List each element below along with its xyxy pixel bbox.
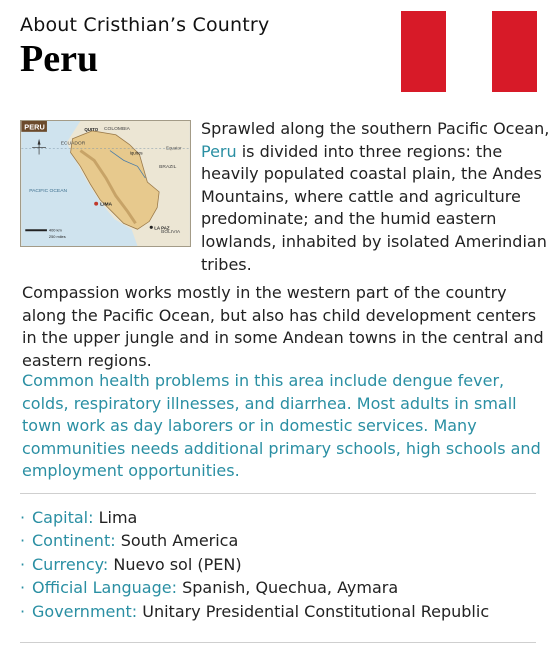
map-label-pacific: PACIFIC OCEAN xyxy=(29,188,68,194)
fact-government xyxy=(20,600,540,623)
country-map xyxy=(20,120,191,247)
fact-capital xyxy=(20,506,540,529)
fact-value: Spanish, Quechua, Aymara xyxy=(177,578,399,598)
page-header xyxy=(20,14,380,80)
fact-language xyxy=(20,576,540,599)
country-link[interactable]: Peru xyxy=(201,141,237,161)
map-label-colombia: COLOMBIA xyxy=(104,126,130,132)
fact-continent xyxy=(20,529,540,552)
map-title: PERU xyxy=(24,122,45,132)
fact-value: Unitary Presidential Constitutional Republic xyxy=(137,601,490,621)
divider-top xyxy=(20,493,536,494)
health-paragraph: Common health problems in this area include dengue fever, colds, respiratory illnesses, and diarrhea. Most adults in small town work as day laborers or in domestic services. Many communities needs additional primary schools, high schools and employment opportunities. xyxy=(22,371,541,481)
fact-value: Nuevo sol (PEN) xyxy=(108,554,242,574)
bullet: · xyxy=(20,601,26,621)
fact-value: South America xyxy=(115,531,239,551)
map-lapaz-marker xyxy=(150,226,153,229)
map-label-brazil: BRAZIL xyxy=(159,165,177,171)
bullet: · xyxy=(20,508,26,527)
compassion-paragraph: Compassion works mostly in the western part of the country along the Pacific Ocean, but also has child development centers in the upper jungle and in some Andean towns in the central and eastern regions. xyxy=(22,283,544,370)
map-label-quito: QUITO xyxy=(84,126,99,132)
map-capital-marker xyxy=(94,202,98,206)
map-label-equator: Equator xyxy=(166,145,182,151)
fact-label: Continent: xyxy=(32,531,116,551)
fact-label: Capital: xyxy=(32,508,94,527)
section-kicker: About Cristhian’s Country xyxy=(20,14,270,36)
fact-label: Currency: xyxy=(32,554,109,574)
bullet: · xyxy=(20,554,26,574)
flag-red-band-right xyxy=(492,11,537,92)
map-label-iquitos: Iquitos xyxy=(129,150,143,156)
map-label-lima: LIMA xyxy=(100,202,113,208)
fact-currency xyxy=(20,553,540,576)
map-graphic xyxy=(21,121,190,246)
intro-rest: is divided into three regions: the heavily populated coastal plain, the Andes Mountains, where cattle and agriculture predominate; and the humid eastern lowlands, inhabited by isolated Amerindian tribes. xyxy=(201,141,547,274)
bullet: · xyxy=(20,578,26,598)
peru-flag xyxy=(401,11,537,92)
map-scale-bar xyxy=(25,229,47,231)
map-scale-miles: 250 miles xyxy=(48,234,66,240)
fact-label: Government: xyxy=(32,601,138,621)
divider-bottom xyxy=(20,642,536,643)
map-scale-km: 400 km xyxy=(48,227,62,233)
fact-value: Lima xyxy=(93,508,138,527)
map-label-ecuador: ECUADOR xyxy=(60,141,86,147)
country-title: Peru xyxy=(20,38,99,80)
intro-lead: Sprawled along the southern Pacific Ocean, xyxy=(201,119,550,138)
flag-red-band-left xyxy=(401,11,446,92)
map-label-la-paz: LA PAZ xyxy=(154,225,170,231)
intro-paragraph xyxy=(201,118,553,276)
facts-list xyxy=(20,506,540,623)
map-label-bolivia: BOLIVIA xyxy=(161,230,181,236)
bullet: · xyxy=(20,531,26,551)
fact-label: Official Language: xyxy=(32,578,177,598)
